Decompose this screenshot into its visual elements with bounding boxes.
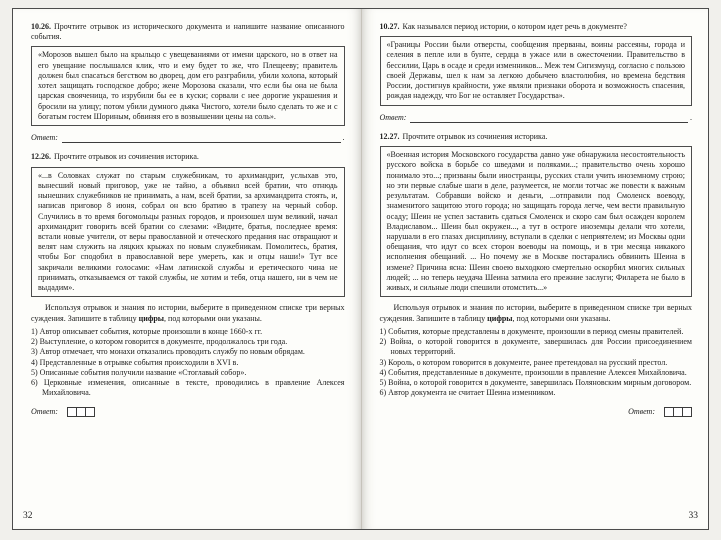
statement-option-6: 6) Автор документа не считает Шеина изменником. (379, 388, 556, 398)
task-12-26-heading (31, 152, 345, 162)
answer-line-period: . (690, 112, 692, 122)
task-10-26-number: 10.26. (31, 22, 51, 31)
answer-cells-row-12-26 (31, 407, 345, 417)
task-12-27 (380, 132, 693, 417)
document-excerpt-10-27 (380, 36, 693, 105)
answer-digit-boxes (664, 407, 692, 417)
answer-cells-row-12-27 (380, 407, 693, 417)
task-12-27-heading (380, 132, 693, 142)
document-excerpt-10-26 (31, 46, 345, 126)
answer-blank-line (62, 135, 341, 143)
task-12-26-prompt: Прочтите отрывок из сочинения историка. (54, 152, 199, 162)
answer-line-10-26 (31, 133, 345, 143)
statement-option-1: 1) События, которые представлены в документе, произошли в период смены правителей. (379, 326, 684, 336)
statement-option-3: 3) Король, о котором говорится в документе, ранее претендовал на русский престол. (379, 357, 668, 367)
instruction-bold-word: цифры (487, 313, 513, 323)
page-number-33: 33 (688, 510, 698, 521)
historian-excerpt-12-26-text: «...в Соловках служат по старым служебникам, то архимандрит, услыхав это, вынесший новый приговор, уже не тайно, а объявил всей братии, что отнюдь нынешних служебников не принимать, а нам, всей братии, за архимандрита стоять, и, написав приговор 8 июня, собрал он всю братию в трапезу на черный собор. Случились в то время богомольцы разных городов, и произошел шум великий, начал архимандрит говорить всей братии со слезами: «Видите, братья, последнее время: встали новые учители, от веры православной и отеческого предания нас отвращают и велят нам служить на ляцких крыжах по новым служебникам. Помолитесь, братия, чтобы Бог сподобил в православной вере умереть, как и отцы наши!» Тут все закричали великими голосами: «Нам латинской службы и еретического чина не принимать, отказываемся от такой службы, не хотим и тебя, отца нашего, ни в чем не выдадим». (38, 170, 338, 293)
book-spread (12, 8, 709, 530)
answer-label: Ответ: (31, 406, 58, 416)
instruction-text: Используя отрывок и знания по истории, выберите в приведенном списке три верных суждения. Запишите в таблицу (31, 303, 345, 323)
answer-line-period: . (342, 133, 345, 143)
answer-label: Ответ: (379, 112, 407, 122)
historian-excerpt-12-26 (31, 167, 345, 298)
task-12-26 (31, 152, 345, 416)
statement-option-4: 4) События, представленные в документе, произошли в правление Алексея Михайловича. (379, 367, 687, 377)
answer-line-10-27 (380, 113, 693, 123)
task-12-26-number: 12.26. (31, 152, 51, 162)
task-12-27-instruction (380, 303, 693, 323)
task-12-27-number: 12.27. (379, 131, 400, 141)
statement-option-3: 3) Автор отмечает, что монахи отказались проводить службу по новым обрядам. (31, 347, 305, 357)
task-10-26 (31, 22, 345, 143)
historian-excerpt-12-27 (380, 146, 693, 297)
task-10-27-number: 10.27. (379, 22, 400, 31)
task-12-27-prompt: Прочтите отрывок из сочинения историка. (402, 131, 548, 141)
statement-option-2: 2) Выступление, о котором говорится в документе, продолжалось три года. (31, 337, 288, 347)
page-left (13, 9, 361, 529)
task-10-27-heading (380, 22, 693, 32)
answer-digit-boxes (67, 407, 95, 417)
answer-digit-cell (85, 407, 95, 417)
task-10-26-prompt: Прочтите отрывок из исторического документа и напишите название описанного события. (31, 22, 345, 42)
statement-option-5: 5) Война, о которой говорится в документе, завершилась Поляновским мирным договором. (379, 378, 692, 388)
statement-option-4: 4) Представленные в отрывке события происходили в XVI в. (31, 357, 239, 367)
statement-option-1: 1) Автор описывает события, которые произошли в конце 1660-х гг. (31, 326, 263, 336)
instruction-text-end: , под которыми они указаны. (512, 313, 611, 323)
document-excerpt-10-26-text: «Морозов вышел было на крыльцо с увещеваниями от имени царского, но в ответ на его увещание послышался клик, что и ему будет то же, что Плещееву; правитель должен был спасаться бегством во дворец, дом его разграбили, убили холопа, который хотел защищать господское добро; жене Морозова сказали, что если бы она не была царская свояченица, то изрубили бы ее в куски; сорвали с нее дорогие украшения и бросили на улицу; потом убили думного дьяка Чистого, хотели было сделать то же и с богатым гостем Шориным, обвиняя его в возвышении цены на соль». (38, 50, 338, 121)
answer-label: Ответ: (628, 406, 655, 416)
instruction-text: Используя отрывок и знания по истории, выберите в приведенном списке три верных суждения. Запишите в таблицу (379, 303, 692, 323)
answer-blank-line (410, 115, 688, 123)
instruction-text-end: , под которыми они указаны. (164, 313, 262, 323)
task-10-26-heading (31, 22, 345, 42)
instruction-bold-word: цифры (138, 313, 165, 323)
answer-label: Ответ: (31, 133, 58, 143)
statement-option-5: 5) Описанные события получили название «Стоглавый собор». (31, 367, 247, 377)
task-10-27-prompt: Как назывался период истории, о котором идет речь в документе? (402, 22, 627, 31)
statement-option-2: 2) Война, о которой говорится в документе, завершилась для России присоединением новых территорий. (379, 337, 692, 357)
page-number-32: 32 (23, 510, 33, 521)
statement-option-6: 6) Церковные изменения, описанные в тексте, проводились в правление Алексея Михайловича. (31, 378, 345, 398)
historian-excerpt-12-27-text: «Военная история Московского государства давно уже обнаружила несостоятельность русского войска в борьбе со шведами и поляками...; правительство очень хорошо понимало это...; призваны были иностранцы, русских стали учить иноземному строю; но эти первые слабые шаги в деле, разумеется, не могли тотчас же повести к важным результатам. Собравши войско и деньги, ...отправили под Смоленск воеводу, знаменитого защитою этого города; но защищать города легче, чем вести правильную осаду; Шеин не успел заставить сдаться Смоленск и скоро сам был осажден королем Владиславом... Шеин был окружен..., а тут в остроге иноземцы делали что хотели, нарушали в его глазах дисциплину, вступали в сделки с неприятелем; из Москвы одни обещания, что идут со всех сторон воеводы на помощь, и в три месяца никакого исполнения обещаний. ... Но почему же в Москве постарались обвинить Шеина в измене? Причина ясна: Шеин своею выходкою смертельно оскорбил многих сильных людей; ... но теперь неудача Шеина затмила его прежние заслуги; Филарета не было в живых, и сильные люди спешили отомстить...» (386, 150, 685, 293)
page-right (361, 9, 709, 529)
task-12-26-instruction (31, 303, 345, 323)
answer-digit-cell (682, 407, 692, 417)
document-excerpt-10-27-text: «Границы России были отверсты, сообщения прерваны, воины рассеяны, города и селения в пепле или в бунте, сердца в ужасе или в ожесточении. Правительство в бессилии, Царь в осаде и среди изменников... Меж тем Сигизмунд, согласно с пользою своей Державы, шел к нам за легкою добычею властолюбия, но времена бедствия России, достигнув крайности, уже являли признаки оборота и возможность спасения, рождая надежду, что Бог не оставляет Государства». (386, 40, 685, 101)
task-10-27 (380, 22, 693, 123)
